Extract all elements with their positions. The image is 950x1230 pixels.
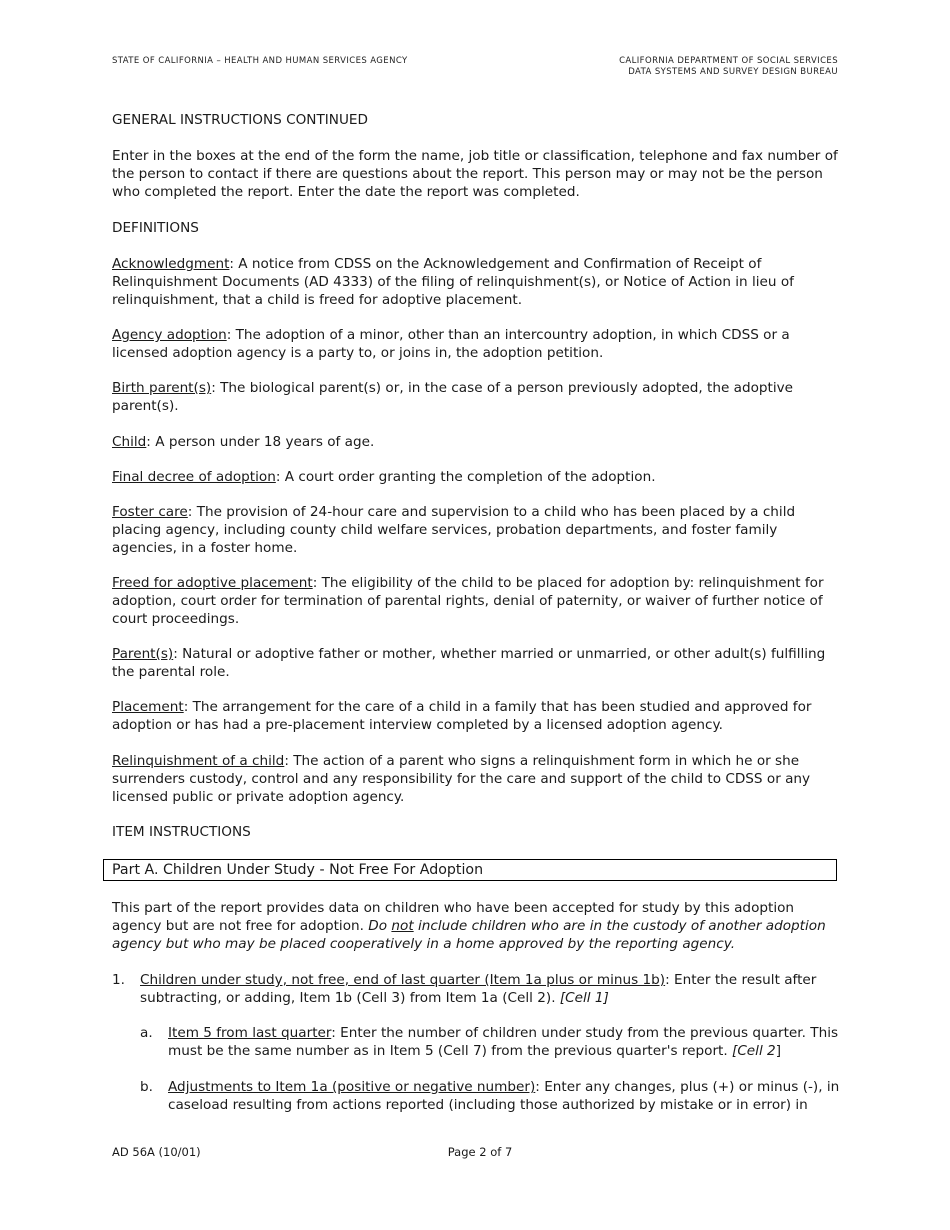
part-a-intro: [112, 899, 842, 953]
definition-agency-adoption: [112, 326, 842, 362]
item-text: : Enter any changes, plus (+) or minus (-), in caseload resulting from actions reported (including those authorized by mistake or in error) in: [168, 1079, 840, 1113]
definition-acknowledgment: [112, 255, 842, 309]
general-instructions-paragraph: Enter in the boxes at the end of the form the name, job title or classification, telephone and fax number of the person to contact if there are questions about the report. This person may or may not be the person who completed the report. Enter the date the report was completed.: [112, 148, 838, 200]
item-term: Item 5 from last quarter: [168, 1025, 332, 1041]
definition-final-decree: [112, 468, 842, 486]
item-1a: [140, 1024, 842, 1060]
definition-term: Relinquishment of a child: [112, 753, 285, 769]
definition-text: : The eligibility of the child to be placed for adoption by: relinquishment for adoption, court order for termination of parental rights, denial of paternity, or waiver of further notice of court proceedings.: [112, 575, 824, 627]
definition-text: : A person under 18 years of age.: [146, 434, 375, 450]
item-number: 1.: [112, 972, 125, 988]
definition-term: Child: [112, 434, 147, 450]
definition-term: Parent(s): [112, 646, 174, 662]
item-cell-ref: [Cell 1]: [559, 990, 609, 1006]
definition-birth-parents: [112, 379, 842, 415]
definition-term: Agency adoption: [112, 327, 227, 343]
definition-text: : The arrangement for the care of a child in a family that has been studied and approved for adoption or has had a pre-placement interview completed by a licensed adoption agency.: [112, 699, 812, 733]
item-number: b.: [140, 1079, 153, 1095]
document-body: [112, 111, 842, 1114]
definition-text: : A notice from CDSS on the Acknowledgement and Confirmation of Receipt of Relinquishment Documents (AD 4333) of the filing of relinquishment(s), or Notice of Action in lieu of relinquishment, that a child is freed for adoptive placement.: [112, 256, 794, 308]
definition-text: : The provision of 24-hour care and supervision to a child who has been placed by a child placing agency, including county child welfare services, probation departments, and foster family agencies, in a foster home.: [112, 504, 796, 556]
definition-text: : Natural or adoptive father or mother, whether married or unmarried, or other adult(s) fulfilling the parental role.: [112, 646, 826, 680]
item-text: : Enter the number of children under study from the previous quarter. This must be the same number as in Item 5 (Cell 7) from the previous quarter's report.: [168, 1025, 839, 1059]
definition-placement: [112, 698, 842, 734]
definition-term: Foster care: [112, 504, 188, 520]
definition-term: Placement: [112, 699, 184, 715]
item-term: Children under study, not free, end of last quarter (Item 1a plus or minus 1b): [140, 972, 666, 988]
item-cell-ref: [Cell 2: [732, 1043, 776, 1059]
definition-term: Acknowledgment: [112, 256, 230, 272]
definition-freed-for-placement: [112, 574, 842, 628]
part-a-intro-not: not: [391, 918, 414, 934]
header-department-line2: DATA SYSTEMS AND SURVEY DESIGN BUREAU: [628, 67, 838, 77]
item-term: Adjustments to Item 1a (positive or negative number): [168, 1079, 536, 1095]
definition-child: [112, 433, 842, 451]
part-a-title-box: Part A. Children Under Study - Not Free For Adoption: [103, 859, 837, 881]
definition-text: : The action of a parent who signs a relinquishment form in which he or she surrenders custody, control and any responsibility for the care and support of the child to CDSS or any licensed public or private adoption agency.: [112, 753, 811, 805]
header-agency: STATE OF CALIFORNIA – HEALTH AND HUMAN SERVICES AGENCY: [112, 56, 408, 66]
definition-foster-care: [112, 503, 842, 557]
item-instructions-heading: ITEM INSTRUCTIONS: [112, 824, 251, 840]
item-number: a.: [140, 1025, 153, 1041]
definition-text: : The biological parent(s) or, in the case of a person previously adopted, the adoptive parent(s).: [112, 380, 794, 414]
definition-term: Freed for adoptive placement: [112, 575, 313, 591]
part-a-intro-text: This part of the report provides data on children who have been accepted for study by this adoption agency but are not free for adoption.: [112, 900, 795, 934]
item-cell-ref-end: ]: [775, 1043, 782, 1059]
definition-term: Birth parent(s): [112, 380, 212, 396]
header-department: [619, 56, 838, 78]
definition-term: Final decree of adoption: [112, 469, 276, 485]
footer-page-number: Page 2 of 7: [447, 1145, 513, 1159]
definitions-heading: DEFINITIONS: [112, 220, 199, 236]
item-text: : Enter the result after subtracting, or adding, Item 1b (Cell 3) from Item 1a (Cell 2).: [140, 972, 817, 1006]
definition-text: : The adoption of a minor, other than an intercountry adoption, in which CDSS or a licensed adoption agency is a party to, or joins in, the adoption petition.: [112, 327, 790, 361]
item-1b: [140, 1078, 842, 1114]
definition-relinquishment: [112, 752, 842, 806]
definition-text: : A court order granting the completion of the adoption.: [275, 469, 656, 485]
general-instructions-heading: GENERAL INSTRUCTIONS CONTINUED: [112, 112, 368, 128]
part-a-intro-italic-rest: include children who are in the custody of another adoption agency but who may be placed cooperatively in a home approved by the reporting agency.: [112, 918, 826, 952]
footer-form-id: AD 56A (10/01): [112, 1145, 201, 1159]
header-department-line1: CALIFORNIA DEPARTMENT OF SOCIAL SERVICES: [619, 56, 838, 66]
definition-parents: [112, 645, 842, 681]
item-1: [112, 971, 842, 1007]
part-a-intro-italic: Do: [368, 918, 392, 934]
